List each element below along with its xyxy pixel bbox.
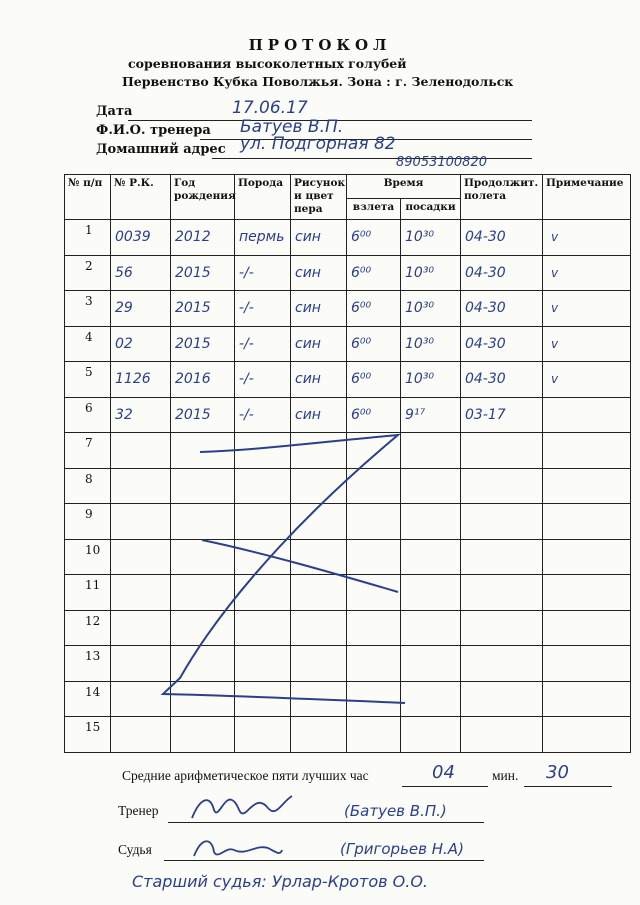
- cell-takeoff: 6⁰⁰: [347, 326, 401, 362]
- minutes-label: мин.: [492, 768, 519, 783]
- cell-ring: 29: [111, 291, 171, 327]
- cell-duration: 04-30: [461, 362, 543, 398]
- cell-breed: -/-: [235, 255, 291, 291]
- row-number: 9: [65, 504, 111, 540]
- senior-judge-note: Старший судья: Урлар-Кротов О.О.: [132, 872, 428, 891]
- header-color: Рисунок и цвет пера: [291, 175, 347, 220]
- cell-ring: 56: [111, 255, 171, 291]
- cell-takeoff: 6⁰⁰: [347, 220, 401, 256]
- cell-ring: 02: [111, 326, 171, 362]
- cell-breed: -/-: [235, 397, 291, 433]
- cell-breed: -/-: [235, 362, 291, 398]
- phone-value: 89053100820: [396, 155, 487, 170]
- cell-ring: 32: [111, 397, 171, 433]
- address-label: Домашний адрес: [96, 142, 226, 157]
- subtitle-competition: соревнования высоколетных голубей: [128, 56, 407, 71]
- row-number: 2: [65, 255, 111, 291]
- header-duration: Продолжит. полета: [461, 175, 543, 220]
- cell-duration: 04-30: [461, 291, 543, 327]
- cell-duration: 04-30: [461, 255, 543, 291]
- date-value: 17.06.17: [232, 98, 308, 118]
- row-number: 8: [65, 468, 111, 504]
- row-number: 14: [65, 681, 111, 717]
- row-number: 5: [65, 362, 111, 398]
- check-mark: v: [551, 336, 559, 351]
- cell-landing: 9¹⁷: [401, 397, 461, 433]
- header-year: Год рождения: [171, 175, 235, 220]
- cell-year: 2015: [171, 255, 235, 291]
- cell-color: син: [291, 326, 347, 362]
- cell-landing: 10³⁰: [401, 326, 461, 362]
- cell-duration: 03-17: [461, 397, 543, 433]
- average-label: Средние арифметическое пяти лучших час: [122, 768, 369, 783]
- trainer-value: Батуев В.П.: [240, 117, 344, 137]
- cell-landing: 10³⁰: [401, 291, 461, 327]
- row-number: 10: [65, 539, 111, 575]
- check-mark: v: [551, 372, 559, 387]
- header-note: Примечание: [543, 175, 631, 220]
- header-breed: Порода: [235, 175, 291, 220]
- judge-label: Судья: [118, 842, 152, 857]
- row-number: 1: [65, 220, 111, 256]
- cell-color: син: [291, 362, 347, 398]
- subtitle-cup: Первенство Кубка Поволжья. Зона : г. Зеленодольск: [122, 74, 514, 89]
- coach-signature: [188, 790, 298, 826]
- header-ring: № Р.К.: [111, 175, 171, 220]
- minutes-underline: [524, 786, 612, 787]
- cell-takeoff: 6⁰⁰: [347, 397, 401, 433]
- cell-year: 2015: [171, 326, 235, 362]
- cell-ring: 1126: [111, 362, 171, 398]
- row-number: 11: [65, 575, 111, 611]
- cell-year: 2016: [171, 362, 235, 398]
- check-mark: v: [551, 230, 559, 245]
- header-landing: посадки: [401, 199, 461, 220]
- check-mark: v: [551, 301, 559, 316]
- cell-landing: 10³⁰: [401, 362, 461, 398]
- date-label: Дата: [96, 104, 133, 119]
- row-number: 4: [65, 326, 111, 362]
- minutes-value: 30: [546, 762, 569, 783]
- hours-underline: [402, 786, 488, 787]
- coach-label: Тренер: [118, 803, 159, 818]
- cell-duration: 04-30: [461, 220, 543, 256]
- address-value: ул. Подгорная 82: [240, 134, 396, 154]
- row-number: 7: [65, 433, 111, 469]
- header-num: № п/п: [65, 175, 111, 220]
- row-number: 12: [65, 610, 111, 646]
- row-number: 13: [65, 646, 111, 682]
- cell-takeoff: 6⁰⁰: [347, 255, 401, 291]
- judge-signature: [186, 830, 286, 864]
- row-number: 3: [65, 291, 111, 327]
- header-takeoff: взлета: [347, 199, 401, 220]
- coach-name: (Батуев В.П.): [344, 802, 447, 820]
- cell-color: син: [291, 220, 347, 256]
- cell-color: син: [291, 291, 347, 327]
- row-number: 6: [65, 397, 111, 433]
- cell-breed: пермь: [235, 220, 291, 256]
- hours-value: 04: [432, 762, 455, 783]
- cell-takeoff: 6⁰⁰: [347, 291, 401, 327]
- cell-duration: 04-30: [461, 326, 543, 362]
- cell-ring: 0039: [111, 220, 171, 256]
- cell-year: 2015: [171, 291, 235, 327]
- check-mark: v: [551, 265, 559, 280]
- cell-year: 2012: [171, 220, 235, 256]
- header-time: Время: [347, 175, 461, 199]
- cell-breed: -/-: [235, 291, 291, 327]
- cell-landing: 10³⁰: [401, 255, 461, 291]
- judge-name: (Григорьев Н.А): [340, 840, 464, 858]
- row-number: 15: [65, 717, 111, 753]
- cell-landing: 10³⁰: [401, 220, 461, 256]
- cell-color: син: [291, 397, 347, 433]
- page-title: ПРОТОКОЛ: [248, 36, 392, 54]
- cell-year: 2015: [171, 397, 235, 433]
- cell-color: син: [291, 255, 347, 291]
- trainer-label: Ф.И.О. тренера: [96, 123, 211, 138]
- cell-breed: -/-: [235, 326, 291, 362]
- cell-takeoff: 6⁰⁰: [347, 362, 401, 398]
